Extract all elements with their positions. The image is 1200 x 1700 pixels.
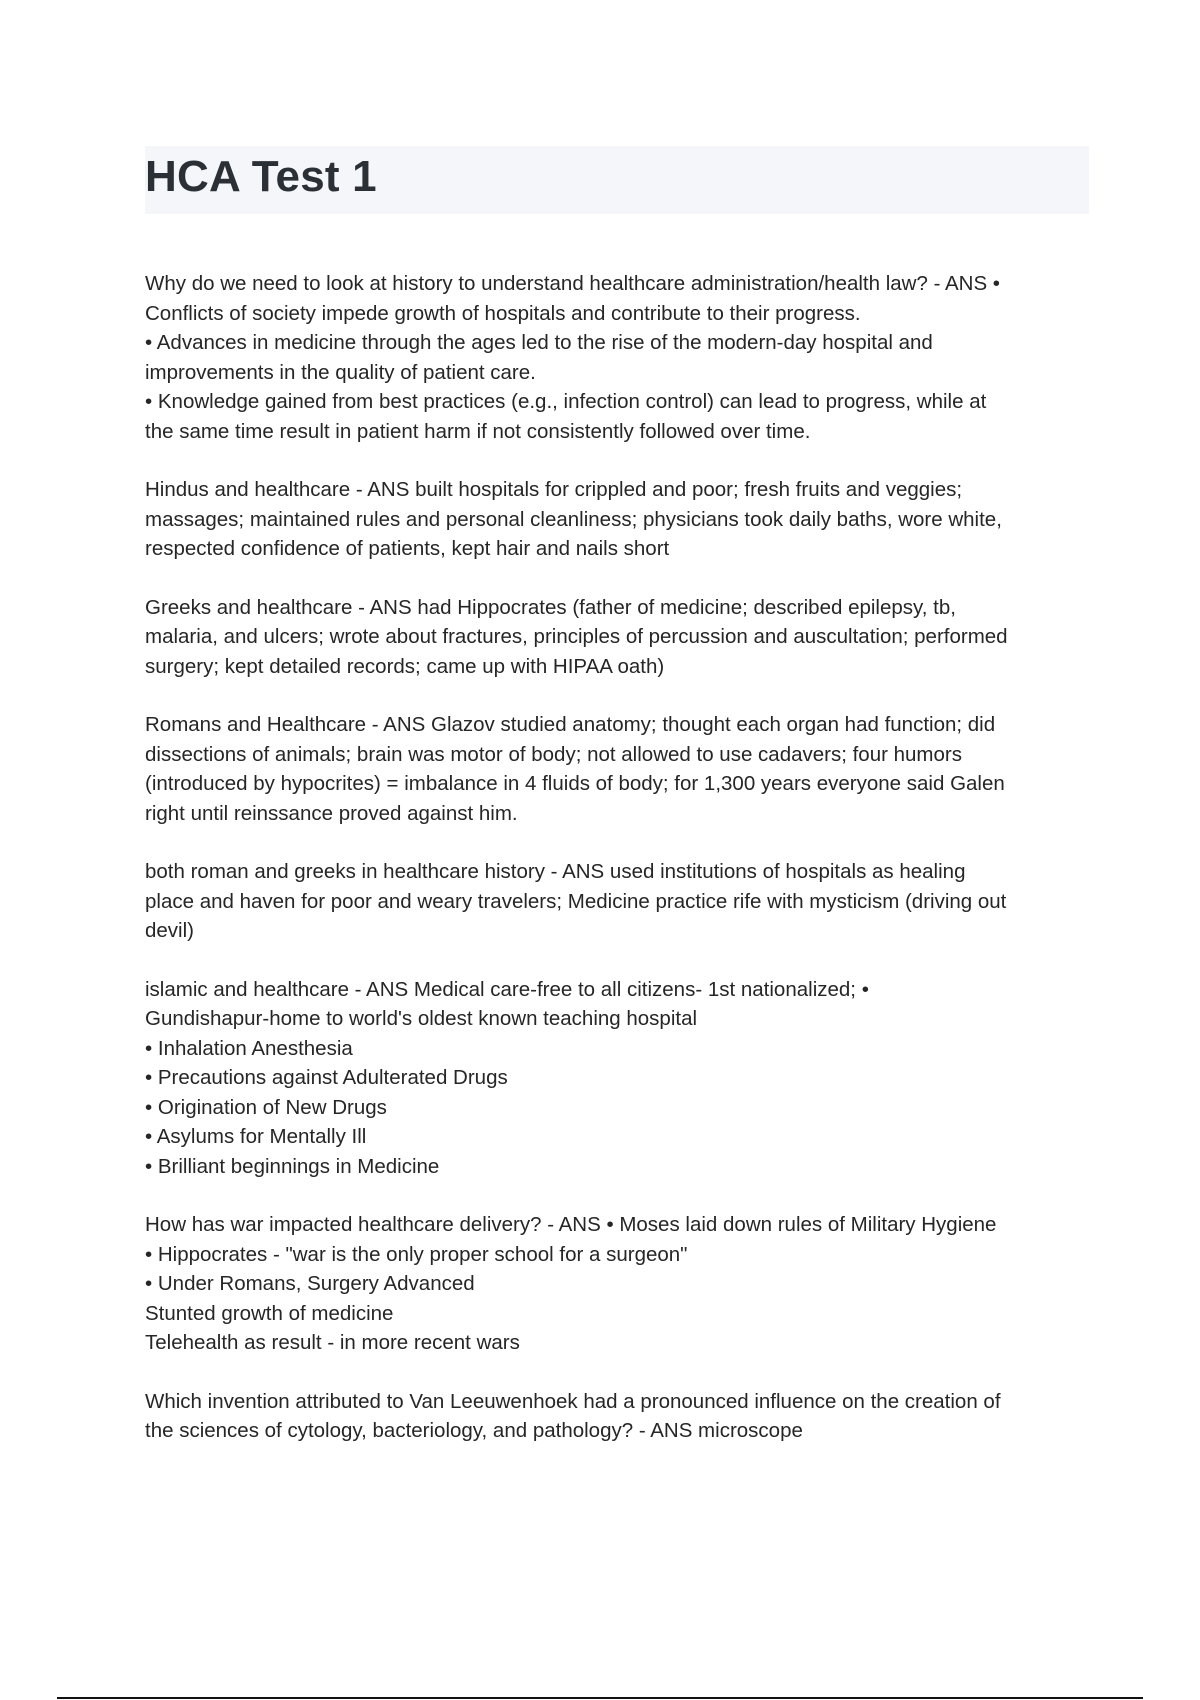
text-line: islamic and healthcare - ANS Medical care-free to all citizens- 1st nationalized; • [145, 977, 869, 1001]
document-title: HCA Test 1 [145, 152, 377, 201]
bullet-line: • Asylums for Mentally Ill [145, 1125, 367, 1148]
bullet-line: • Hippocrates - "war is the only proper school for a surgeon" [145, 1242, 688, 1266]
text-line: Gundishapur-home to world's oldest known teaching hospital [145, 1007, 698, 1030]
qa-entry-war [145, 1210, 1089, 1358]
qa-text [145, 475, 1089, 564]
qa-entry-history [145, 269, 1089, 446]
text-line: improvements in the quality of patient care. [145, 360, 536, 384]
text-line: massages; maintained rules and personal cleanliness; physicians took daily baths, wore white, [145, 507, 1002, 531]
qa-text [145, 857, 1089, 946]
text-line: Hindus and healthcare - ANS built hospitals for crippled and poor; fresh fruits and veggies; [145, 478, 963, 501]
text-line: surgery; kept detailed records; came up with HIPAA oath) [145, 654, 665, 678]
text-line: right until reinssance proved against him. [145, 801, 518, 825]
text-line: How has war impacted healthcare delivery? - ANS • Moses laid down rules of Military Hygiene [145, 1213, 997, 1236]
qa-entry-romans [145, 710, 1089, 828]
bullet-line: • Under Romans, Surgery Advanced [145, 1272, 475, 1295]
text-line: (introduced by hypocrites) = imbalance in 4 fluids of body; for 1,300 years everyone said Galen [145, 772, 1005, 795]
qa-entry-microscope [145, 1387, 1089, 1446]
qa-text [145, 593, 1089, 682]
text-line: Stunted growth of medicine [145, 1301, 394, 1325]
document-body [145, 269, 1089, 1475]
text-line: Conflicts of society impede growth of hospitals and contribute to their progress. [145, 301, 861, 325]
qa-entry-roman-greek [145, 857, 1089, 946]
qa-text [145, 269, 1089, 446]
text-line: dissections of animals; brain was motor of body; not allowed to use cadavers; four humors [145, 742, 962, 766]
footer-divider [57, 1697, 1143, 1699]
qa-text [145, 710, 1089, 828]
text-line: respected confidence of patients, kept hair and nails short [145, 537, 670, 560]
text-line: malaria, and ulcers; wrote about fractures, principles of percussion and auscultation; performed [145, 625, 1008, 648]
text-line: the same time result in patient harm if not consistently followed over time. [145, 419, 811, 443]
text-line: Telehealth as result - in more recent wars [145, 1331, 520, 1354]
title-banner [145, 146, 1089, 214]
text-line: both roman and greeks in healthcare history - ANS used institutions of hospitals as healing [145, 860, 966, 883]
text-line: • Knowledge gained from best practices (e.g., infection control) can lead to progress, while at [145, 390, 987, 413]
text-line: Why do we need to look at history to understand healthcare administration/health law? - ANS • [145, 272, 1000, 295]
qa-entry-hindus [145, 475, 1089, 564]
bullet-line: • Origination of New Drugs [145, 1095, 387, 1119]
text-line: Which invention attributed to Van Leeuwenhoek had a pronounced influence on the creation of [145, 1389, 1001, 1413]
text-line: the sciences of cytology, bacteriology, and pathology? - ANS microscope [145, 1419, 803, 1442]
qa-text [145, 1387, 1089, 1446]
bullet-line: • Brilliant beginnings in Medicine [145, 1154, 440, 1178]
qa-entry-islamic [145, 975, 1089, 1182]
text-line: • Advances in medicine through the ages led to the rise of the modern-day hospital and [145, 331, 933, 354]
text-line: Romans and Healthcare - ANS Glazov studied anatomy; thought each organ had function; did [145, 713, 996, 736]
qa-text [145, 1210, 1089, 1358]
text-line: devil) [145, 919, 194, 942]
bullet-line: • Inhalation Anesthesia [145, 1036, 353, 1060]
qa-text [145, 975, 1089, 1182]
bullet-line: • Precautions against Adulterated Drugs [145, 1066, 508, 1089]
qa-entry-greeks [145, 593, 1089, 682]
text-line: place and haven for poor and weary travelers; Medicine practice rife with mysticism (driving out [145, 889, 1007, 913]
text-line: Greeks and healthcare - ANS had Hippocrates (father of medicine; described epilepsy, tb, [145, 595, 956, 619]
